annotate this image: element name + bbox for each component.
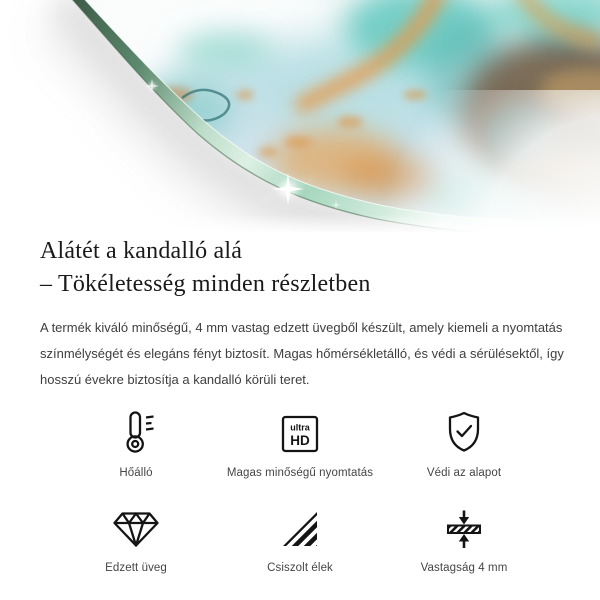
features-grid bbox=[40, 410, 560, 574]
thermometer-icon bbox=[116, 410, 156, 454]
product-image bbox=[0, 0, 600, 232]
feature-label: Vastagság 4 mm bbox=[420, 562, 508, 574]
ultra-hd-badge-top: ultra bbox=[290, 422, 310, 433]
diamond-icon bbox=[112, 505, 160, 549]
page-title-line2: – Tökéletesség minden részletben bbox=[40, 271, 371, 297]
feature-tempered-glass bbox=[54, 505, 218, 574]
page-title bbox=[40, 235, 560, 301]
product-description: A termék kiváló minőségű, 4 mm vastag edzett üvegből készült, amely kiemeli a nyomtatás színmélységét és elegáns fényt biztosít. Magas hőmérsékletálló, és védi a sérülésektől, így hosszú évekre biztosítja a kandalló körüli teret. bbox=[40, 320, 564, 387]
page-title-line1: Alátét a kandalló alá bbox=[40, 238, 243, 264]
white-fade-bottom bbox=[0, 214, 600, 232]
feature-thickness bbox=[382, 505, 546, 574]
thickness-icon bbox=[444, 505, 484, 549]
feature-label: Védi az alapot bbox=[426, 467, 502, 479]
feature-polished-edges bbox=[218, 505, 382, 574]
ultra-hd-icon bbox=[280, 410, 320, 454]
feature-ultra-hd-print bbox=[218, 410, 382, 479]
feature-label: Csiszolt élek bbox=[267, 562, 333, 574]
ultra-hd-badge-bottom: HD bbox=[290, 433, 310, 448]
white-fade-overlay bbox=[380, 90, 600, 232]
feature-heat-resistant bbox=[54, 410, 218, 479]
product-info-section bbox=[0, 235, 600, 574]
shield-check-icon bbox=[444, 410, 484, 454]
feature-label: Magas minőségű nyomtatás bbox=[226, 467, 374, 479]
feature-label: Edzett üveg bbox=[105, 562, 167, 574]
feature-protects-base bbox=[382, 410, 546, 479]
polished-edges-icon bbox=[280, 505, 320, 549]
glass-hearth-pad-art bbox=[0, 0, 600, 232]
feature-label: Hőálló bbox=[119, 467, 153, 479]
